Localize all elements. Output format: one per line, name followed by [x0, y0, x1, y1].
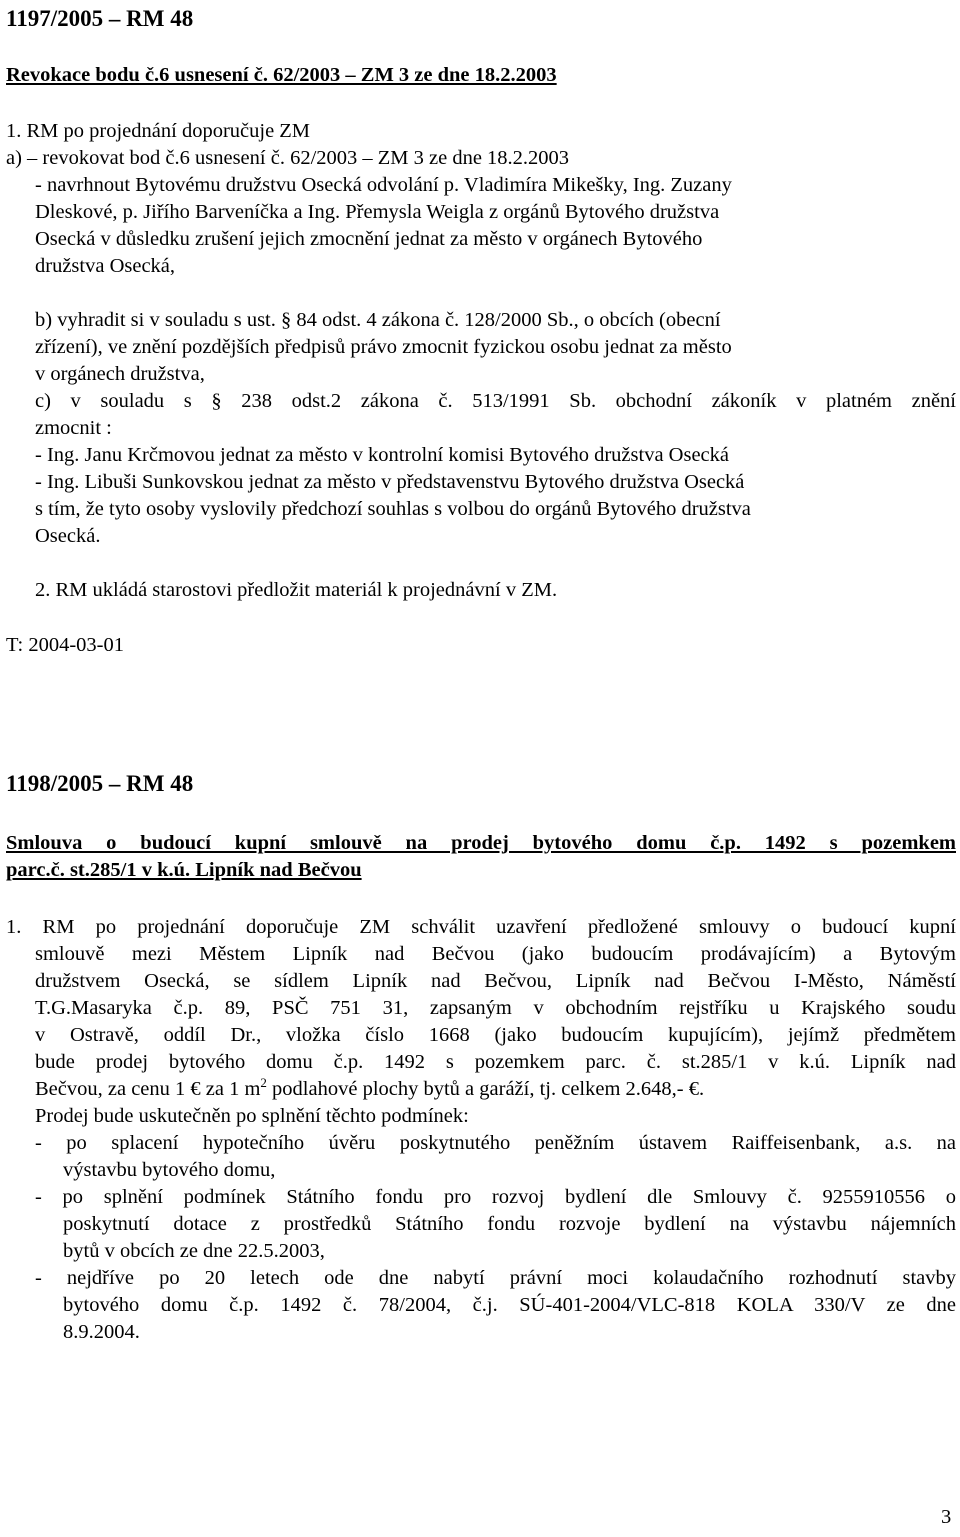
paragraph-line: bude prodej bytového domu č.p. 1492 s pozemkem parc. č. st.285/1 v k.ú. Lipník nad	[35, 1051, 956, 1073]
item-a-line: Osecká v důsledku zrušení jejich zmocnění jednat za město v orgánech Bytového	[35, 228, 703, 250]
condition-line: - po splnění podmínek Státního fondu pro rozvoj bydlení dle Smlouvy č. 9255910556 o	[35, 1186, 956, 1208]
paragraph-line: T.G.Masaryka č.p. 89, PSČ 751 31, zapsaným v obchodním rejstříku u Krajského soudu	[35, 997, 956, 1019]
item-a-line: družstva Osecká,	[35, 255, 176, 277]
paragraph-line: 1. RM po projednání doporučuje ZM schválit uzavření předložené smlouvy o budoucí kupní	[6, 916, 956, 938]
point-2: 2. RM ukládá starostovi předložit materiál k projednávní v ZM.	[35, 579, 558, 601]
square-superscript: 2	[260, 1075, 267, 1091]
condition-line: - nejdříve po 20 letech ode dne nabytí právní moci kolaudačního rozhodnutí stavby	[35, 1267, 956, 1289]
item-c-line: - Ing. Janu Krčmovou jednat za město v kontrolní komisi Bytového družstva Osecká	[35, 444, 730, 466]
item-c-line: Osecká.	[35, 525, 101, 547]
item-c-line: zmocnit :	[35, 417, 112, 439]
item-c-line: s tím, že tyto osoby vyslovily předchozí souhlas s volbou do orgánů Bytového družstva	[35, 498, 751, 520]
paragraph-line: smlouvě mezi Městem Lipník nad Bečvou (jako budoucím prodávajícím) a Bytovým	[35, 943, 956, 965]
item-c-line: c) v souladu s § 238 odst.2 zákona č. 513/1991 Sb. obchodní zákoník v platném znění	[35, 390, 956, 412]
item-a-line: a) – revokovat bod č.6 usnesení č. 62/2003 – ZM 3 ze dne 18.2.2003	[6, 147, 570, 169]
resolution-subject: Revokace bodu č.6 usnesení č. 62/2003 – ZM 3 ze dne 18.2.2003	[6, 64, 557, 86]
condition-line: bytového domu č.p. 1492 č. 78/2004, č.j. SÚ-401-2004/VLC-818 KOLA 330/V ze dne	[63, 1294, 956, 1316]
resolution-subject: parc.č. st.285/1 v k.ú. Lipník nad Bečvou	[6, 859, 362, 881]
price-text: Bečvou, za cenu 1 € za 1 m	[35, 1078, 261, 1100]
resolution-subject: Smlouva o budoucí kupní smlouvě na prodej bytového domu č.p. 1492 s pozemkem	[6, 832, 956, 854]
resolution-number: 1197/2005 – RM 48	[6, 6, 194, 31]
resolution-number: 1198/2005 – RM 48	[6, 771, 194, 796]
deadline: T: 2004-03-01	[6, 634, 124, 656]
condition-line: poskytnutí dotace z prostředků Státního fondu rozvoje bydlení na výstavbu nájemních	[63, 1213, 956, 1235]
condition-line: bytů v obcích ze dne 22.5.2003,	[63, 1240, 325, 1262]
condition-line: 8.9.2004.	[63, 1321, 140, 1343]
item-b-line: v orgánech družstva,	[35, 363, 205, 385]
price-text-tail: podlahové plochy bytů a garáží, tj. celkem 2.648,- €.	[266, 1078, 705, 1100]
item-a-line: Dleskové, p. Jiřího Barveníčka a Ing. Přemysla Weigla z orgánů Bytového družstva	[35, 201, 720, 223]
item-b-line: b) vyhradit si v souladu s ust. § 84 odst. 4 zákona č. 128/2000 Sb., o obcích (obecní	[35, 309, 721, 331]
paragraph-line	[35, 1076, 704, 1102]
condition-line: výstavbu bytového domu,	[63, 1159, 276, 1181]
item-c-line: - Ing. Libuši Sunkovskou jednat za město v představenstvu Bytového družstva Osecká	[35, 471, 745, 493]
condition-line: - po splacení hypotečního úvěru poskytnutého peněžním ústavem Raiffeisenbank, a.s. na	[35, 1132, 956, 1154]
point-1-intro: 1. RM po projednání doporučuje ZM	[6, 120, 311, 142]
item-a-line: - navrhnout Bytovému družstvu Osecká odvolání p. Vladimíra Mikešky, Ing. Zuzany	[35, 174, 732, 196]
conditions-intro: Prodej bude uskutečněn po splnění těchto podmínek:	[35, 1105, 469, 1127]
page-number: 3	[941, 1506, 952, 1528]
paragraph-line: v Ostravě, oddíl Dr., vložka číslo 1668 (jako budoucím kupujícím), jejímž předmětem	[35, 1024, 956, 1046]
paragraph-line: družstvem Osecká, se sídlem Lipník nad Bečvou, Lipník nad Bečvou I-Město, Náměstí	[35, 970, 956, 992]
item-b-line: zřízení), ve znění pozdějších předpisů právo zmocnit fyzickou osobu jednat za město	[35, 336, 732, 358]
